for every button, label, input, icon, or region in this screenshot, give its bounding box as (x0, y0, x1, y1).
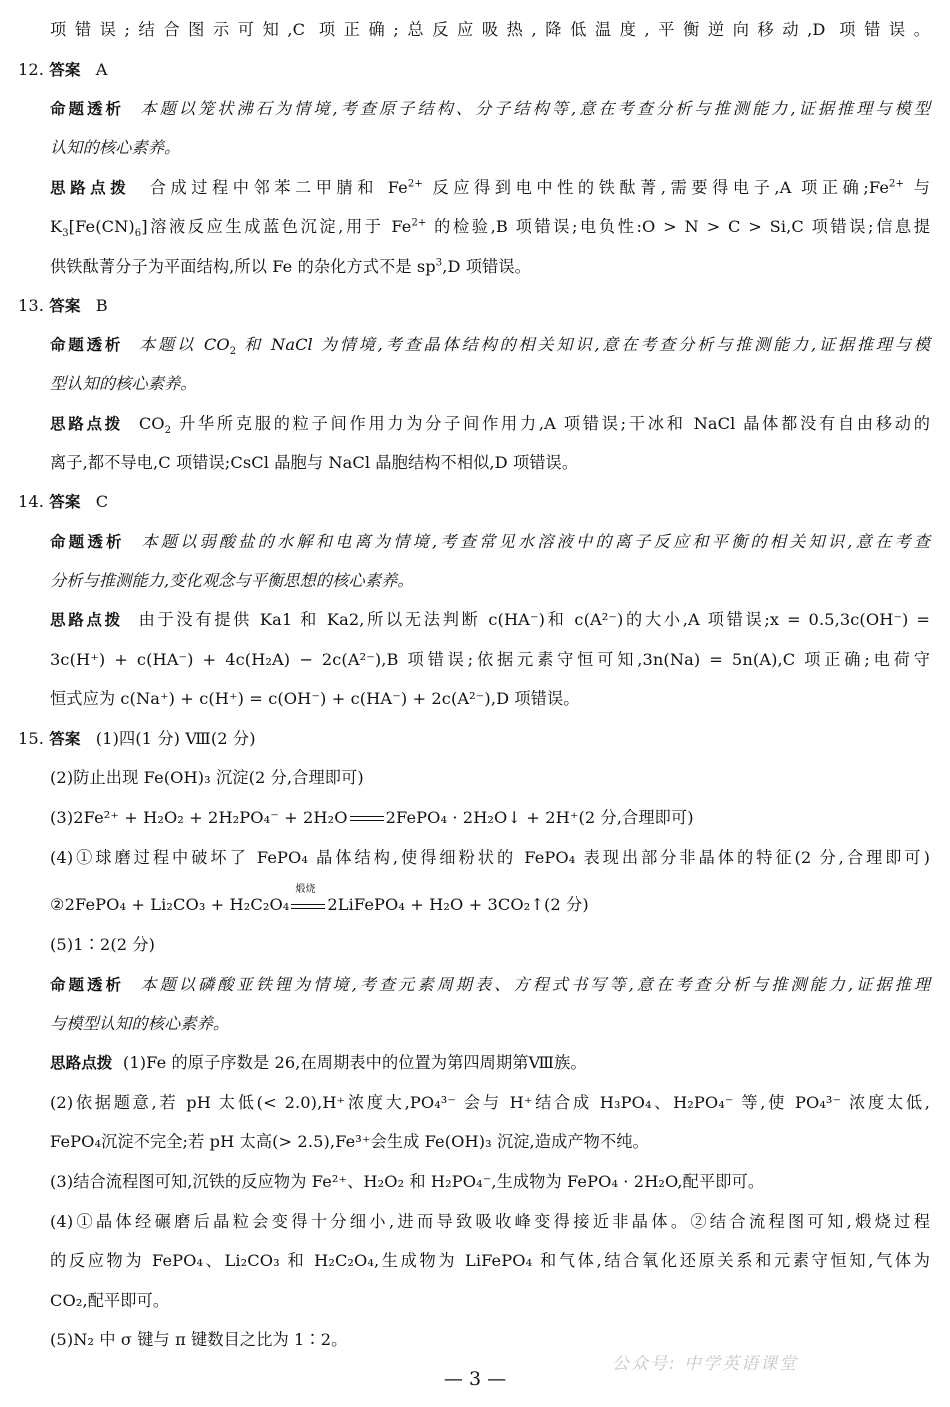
text-span: ]溶液反应生成蓝色沉淀,用于 Fe (141, 217, 412, 236)
answer-label: 答案 (49, 297, 81, 315)
answer-value: B (95, 296, 108, 315)
question-number: 15. (18, 729, 45, 748)
section-label: 思路点拨 (50, 611, 123, 629)
section-label: 命题透析 (50, 100, 125, 118)
text-line: 认知的核心素养。 (50, 138, 181, 157)
text-span: K (50, 217, 63, 236)
answer-value: A (95, 60, 108, 79)
answer-heading-15 (18, 727, 918, 751)
text-line: (4)①晶体经碾磨后晶粒会变得十分细小,进而导致吸收峰变得接近非晶体。②结合流程图可知,煅烧过程 (50, 1212, 930, 1231)
text-span: 与 (913, 178, 931, 197)
text-span: 供铁酞菁分子为平面结构,所以 Fe 的杂化方式不是 sp (50, 257, 436, 276)
text-span: (1)Fe 的原子序数是 26,在周期表中的位置为第四周期第Ⅷ族。 (122, 1053, 587, 1072)
answer-label: 答案 (49, 493, 81, 511)
text-line: (2)依据题意,若 pH 太低(< 2.0),H⁺浓度大,PO₄³⁻ 会与 H⁺结合成 H₃PO₄、H₂PO₄⁻ 等,使 PO₄³⁻ 浓度太低, (50, 1093, 930, 1112)
text-line (50, 530, 930, 554)
text-line: 的反应物为 FePO₄、Li₂CO₃ 和 H₂C₂O₄,生成物为 LiFePO₄ 和气体,结合氧化还原关系和元素守恒知,气体为 (50, 1251, 930, 1270)
reaction-condition (289, 883, 327, 918)
text-line: 思路点拨 合成过程中邻苯二甲腈和 $Fe^{2+}$ 反应得到电中性的铁酞菁,需要得电子,A 项正确$;Fe^{2+}$ 与 (50, 178, 931, 197)
text-line: 离子,都不导电,C 项错误;CsCl 晶胞与 NaCl 晶胞结构不相似,D 项错误。 (50, 453, 579, 472)
text-line: 型认知的核心素养。 (50, 374, 197, 393)
answer-value: (1)四(1 分) Ⅷ(2 分) (95, 729, 256, 748)
text-line: 思路点拨 $CO_2$ 升华所克服的粒子间作用力为分子间作用力,A 项错误;干冰和 NaCl 晶体都没有自由移动的 (50, 414, 930, 437)
answer-label: 答案 (49, 61, 81, 79)
section-label: 命题透析 (50, 976, 125, 994)
answer-heading-12 (18, 58, 918, 82)
question-number: 14. (18, 492, 45, 511)
text-span: 由于没有提供 Ka1 和 Ka2,所以无法判断 c(HA⁻)和 c(A²⁻)的大小,A 项错误;x = 0.5,3c(OH⁻) = (138, 610, 930, 629)
text-line: 项错误;结合图示可知,C 项正确;总反应吸热,降低温度,平衡逆向移动,D 项错误。 (50, 20, 930, 39)
answer-label: 答案 (49, 730, 81, 748)
text-span: ②2FePO₄ + Li₂CO₃ + H₂C₂O₄ (50, 895, 290, 914)
text-span: 本题以磷酸亚铁锂为情境,考查元素周期表、方程式书写等,意在考查分析与推测能力,证据推理 (140, 975, 931, 994)
text-span: 升华所克服的粒子间作用力为分子间作用力,A 项错误;干冰和 NaCl 晶体都没有自由移动的 (179, 414, 930, 433)
question-number: 12. (18, 60, 45, 79)
page-number: — 3 — (443, 1368, 507, 1390)
section-label: 思路点拨 (50, 179, 131, 197)
text-line (50, 608, 930, 632)
text-span: 本题以 CO (139, 335, 230, 354)
watermark: 公众号: 中学英语课堂 (612, 1354, 799, 1374)
text-line: (4)①球磨过程中破坏了 FePO₄ 晶体结构,使得细粉状的 FePO₄ 表现出部分非晶体的特征(2 分,合理即可) (50, 848, 930, 867)
question-number: 13. (18, 296, 45, 315)
answer-value: C (95, 492, 109, 511)
text-span: CO (138, 414, 165, 433)
section-label: 命题透析 (50, 336, 124, 354)
text-span: 2FePO₄ · 2H₂O↓ + 2H⁺(2 分,合理即可) (385, 808, 694, 827)
text-span: 2LiFePO₄ + H₂O + 3CO₂↑(2 分) (327, 895, 589, 914)
text-line (50, 97, 930, 121)
equation-equals-sign (350, 816, 384, 821)
text-line: CO₂,配平即可。 (50, 1291, 170, 1310)
text-line: 分析与推测能力,变化观念与平衡思想的核心素养。 (50, 571, 414, 590)
section-label: 思路点拨 (50, 1054, 113, 1072)
text-line (50, 883, 930, 918)
text-line: FePO₄沉淀不完全;若 pH 太高(> 2.5),Fe³⁺会生成 Fe(OH)₃ 沉淀,造成产物不纯。 (50, 1132, 649, 1151)
text-line: 命题透析 本题以 $CO_2$ 和 NaCl 为情境,考查晶体结构的相关知识,意在考查分析与推测能力,证据推理与模 (50, 335, 931, 358)
text-line: $K_3[Fe(CN)_6]$溶液反应生成蓝色沉淀,用于 $Fe^{2+}$ 的检验,B 项错误;电负性:O > N > C > Si,C 项错误;信息提 (50, 217, 930, 240)
section-text: 本题以笼状沸石为情境,考查原子结构、分子结构等,意在考查分析与推测能力,证据推理与模型 (140, 99, 931, 118)
text-span: (3)2Fe²⁺ + H₂O₂ + 2H₂PO₄⁻ + 2H₂O (50, 808, 348, 827)
text-span: ,D 项错误。 (442, 257, 531, 276)
text-line: (3)结合流程图可知,沉铁的反应物为 Fe²⁺、H₂O₂ 和 H₂PO₄⁻,生成物为 FePO₄ · 2H₂O,配平即可。 (50, 1172, 765, 1191)
text-line (50, 1051, 930, 1075)
text-span: 和 NaCl 为情境,考查晶体结构的相关知识,意在考查分析与推测能力,证据推理与模 (244, 335, 931, 354)
text-span: [Fe(CN) (68, 217, 135, 236)
text-line: (5)N₂ 中 σ 键与 π 键数目之比为 1∶2。 (50, 1330, 348, 1349)
text-line (50, 806, 930, 830)
text-span: 反应得到电中性的铁酞菁,需要得电子,A 项正确;Fe (432, 178, 890, 197)
text-span: 合成过程中邻苯二甲腈和 Fe (149, 178, 408, 197)
answer-heading-13 (18, 294, 918, 318)
text-line: 供铁酞菁分子为平面结构,所以 Fe 的杂化方式不是 $sp^3,D$ 项错误。 (50, 257, 531, 276)
text-line: 与模型认知的核心素养。 (50, 1014, 230, 1033)
section-label: 思路点拨 (50, 415, 124, 433)
text-span: 本题以弱酸盐的水解和电离为情境,考查常见水溶液中的离子反应和平衡的相关知识,意在考查 (141, 532, 930, 551)
text-line: 恒式应为 c(Na⁺) + c(H⁺) = c(OH⁻) + c(HA⁻) + 2c(A²⁻),D 项错误。 (50, 689, 580, 708)
text-line (50, 973, 930, 997)
answer-heading-14 (18, 490, 918, 514)
text-span: 的检验,B 项错误;电负性:O > N > C > Si,C 项错误;信息提 (434, 217, 930, 236)
text-line: (5)1∶2(2 分) (50, 935, 156, 954)
text-line: (2)防止出现 Fe(OH)₃ 沉淀(2 分,合理即可) (50, 768, 364, 787)
section-label: 命题透析 (50, 533, 125, 551)
text-line: 3c(H⁺) + c(HA⁻) + 4c(H₂A) − 2c(A²⁻),B 项错误;依据元素守恒可知,3n(Na) = 5n(A),C 项正确;电荷守 (50, 650, 930, 669)
condition-text: 煅烧 (295, 883, 316, 895)
